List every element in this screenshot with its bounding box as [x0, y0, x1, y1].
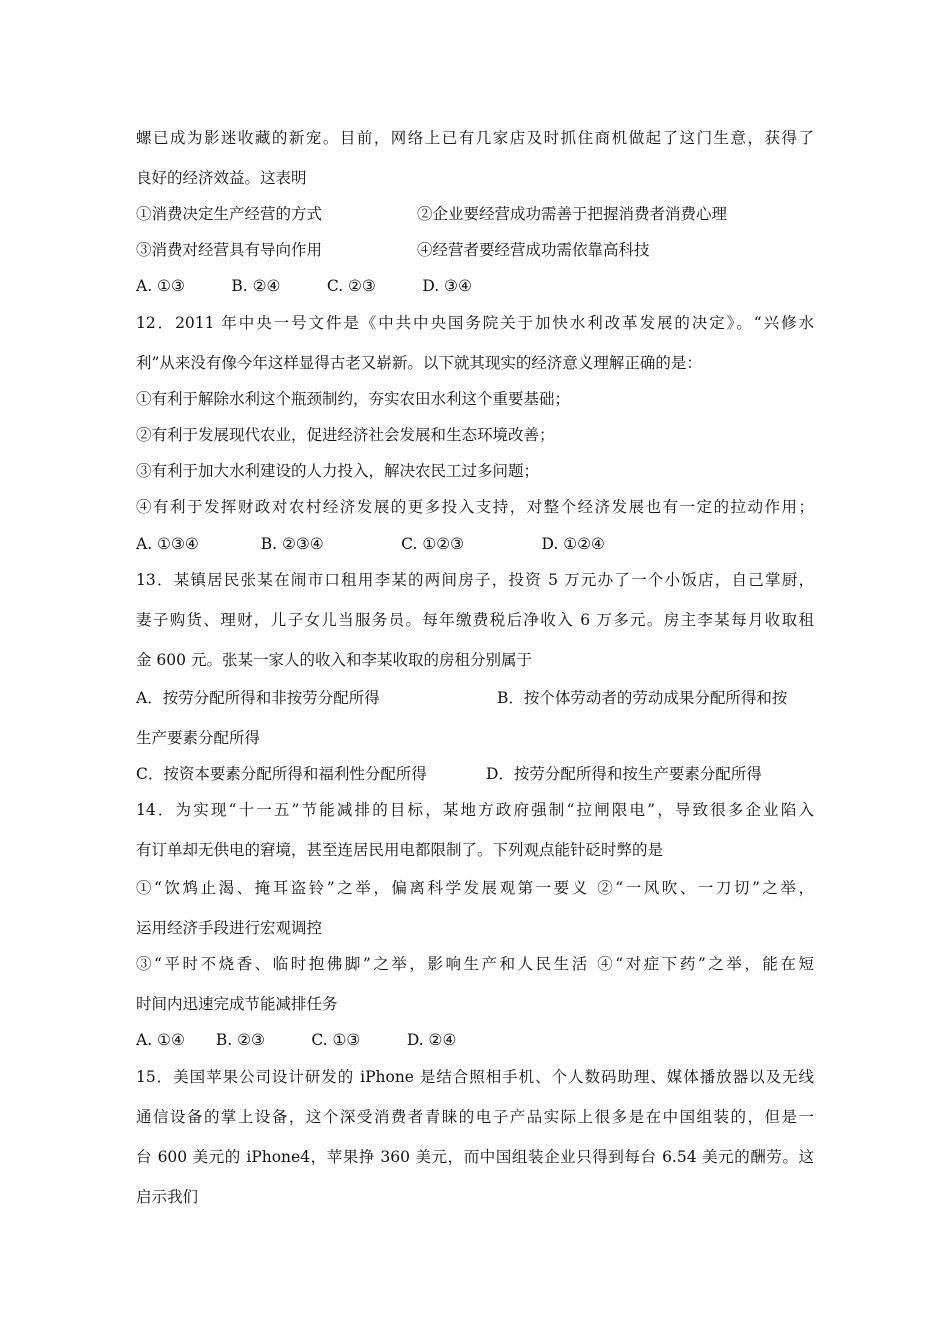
q14-choices: A. ①④ B. ②③ C. ①③ D. ②④: [136, 1031, 457, 1049]
q15-stem-line-1: 15．美国苹果公司设计研发的 iPhone 是结合照相手机、个人数码助理、媒体播放器以及无线: [136, 1068, 814, 1086]
q14-stem-line-2: 有订单却无供电的窘境，甚至连居民用电都限制了。下列观点能针砭时弊的是: [136, 841, 664, 859]
q15-stem-line-3: 台 600 美元的 iPhone4，苹果挣 360 美元，而中国组装企业只得到每台 6.54 美元的酬劳。这: [136, 1148, 814, 1166]
q14-statement-line-2: 运用经济手段进行宏观调控: [136, 919, 323, 937]
q14-statement-line-1: ①“饮鸩止渴、掩耳盗铃”之举，偏离科学发展观第一要义 ②“一风吹、一刀切”之举，: [136, 879, 814, 897]
q11-statement-3: ③消费对经营具有导向作用: [136, 241, 323, 259]
q13-stem-line-3: 金 600 元。张某一家人的收入和李某收取的房租分别属于: [136, 651, 532, 669]
q12-choices: A. ①③④ B. ②③④ C. ①②③ D. ①②④: [136, 535, 605, 553]
q11-stem-line-2: 良好的经济效益。这表明: [136, 169, 307, 187]
q13-stem-line-1: 13．某镇居民张某在闹市口租用李某的两间房子，投资 5 万元办了一个小饭店，自己掌厨，: [136, 571, 814, 589]
q12-stem-line-1: 12．2011 年中央一号文件是《中共中央国务院关于加快水利改革发展的决定》。“兴修水: [136, 314, 814, 332]
q14-stem-line-1: 14．为实现“十一五”节能减排的目标，某地方政府强制“拉闸限电”，导致很多企业陷入: [136, 801, 814, 819]
q13-option-b: B．按个体劳动者的劳动成果分配所得和按: [497, 689, 788, 707]
q13-option-d: D．按劳分配所得和按生产要素分配所得: [486, 765, 762, 783]
q13-option-a: A．按劳分配所得和非按劳分配所得: [136, 689, 380, 707]
q11-statement-2: ②企业要经营成功需善于把握消费者消费心理: [417, 205, 728, 223]
q14-statement-line-3: ③“平时不烧香、临时抱佛脚”之举，影响生产和人民生活 ④“对症下药”之举，能在短: [136, 955, 814, 973]
q11-statement-1: ①消费决定生产经营的方式: [136, 205, 323, 223]
q13-option-b-continued: 生产要素分配所得: [136, 729, 261, 747]
q13-option-c: C．按资本要素分配所得和福利性分配所得: [136, 765, 427, 783]
q11-choices: A. ①③ B. ②④ C. ②③ D. ③④: [136, 277, 472, 295]
q14-statement-line-4: 时间内迅速完成节能减排任务: [136, 995, 338, 1013]
q11-statement-4: ④经营者要经营成功需依靠高科技: [417, 241, 650, 259]
q12-stem-line-2: 利”从来没有像今年这样显得古老又崭新。以下就其现实的经济意义理解正确的是：: [136, 354, 702, 372]
q12-statement-1: ①有利于解除水利这个瓶颈制约，夯实农田水利这个重要基础；: [136, 390, 571, 408]
q15-stem-line-4: 启示我们: [136, 1188, 199, 1206]
q12-statement-2: ②有利于发展现代农业，促进经济社会发展和生态环境改善；: [136, 426, 555, 444]
q13-stem-line-2: 妻子购货、理财，儿子女儿当服务员。每年缴费税后净收入 6 万多元。房主李某每月收取租: [136, 611, 814, 629]
q11-stem-line-1: 螺已成为影迷收藏的新宠。目前，网络上已有几家店及时抓住商机做起了这门生意，获得了: [136, 129, 814, 147]
q12-statement-4: ④有利于发挥财政对农村经济发展的更多投入支持，对整个经济发展也有一定的拉动作用；: [136, 498, 814, 516]
q12-statement-3: ③有利于加大水利建设的人力投入，解决农民工过多问题；: [136, 462, 540, 480]
q15-stem-line-2: 通信设备的掌上设备，这个深受消费者青睐的电子产品实际上很多是在中国组装的，但是一: [136, 1108, 814, 1126]
